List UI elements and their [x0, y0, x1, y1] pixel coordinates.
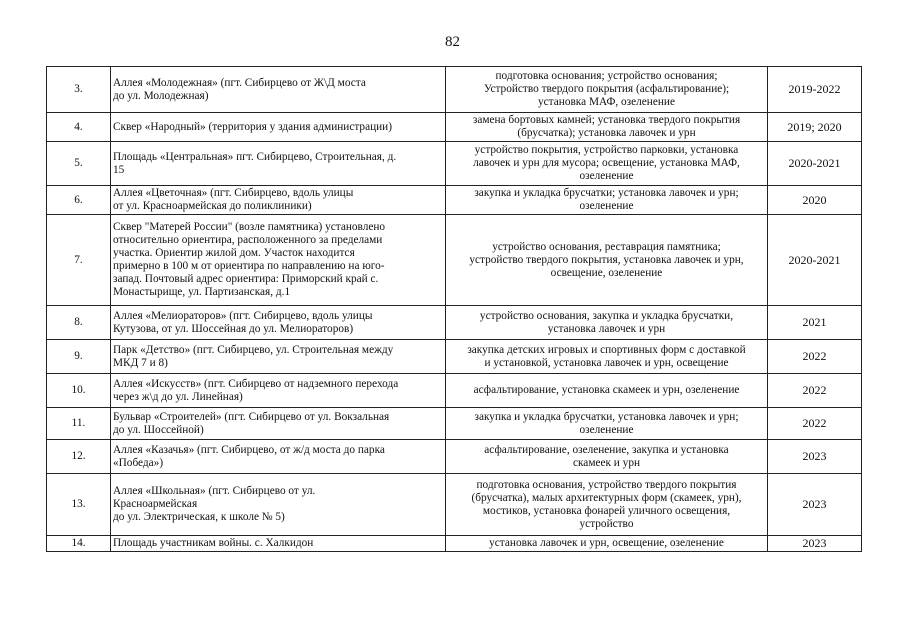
object-line: до ул. Электрическая, к школе № 5): [113, 511, 285, 523]
object-description: [111, 408, 446, 440]
table-row: [47, 186, 862, 215]
table-row: [47, 67, 862, 113]
works-description: [446, 536, 768, 552]
improvement-plan-table: [46, 66, 862, 552]
works-line: закупка и укладка брусчатки, установка лавочек и урн;: [474, 410, 739, 423]
row-number: 9.: [47, 340, 111, 374]
object-line: Площадь участникам войны. с. Халкидон: [113, 537, 314, 549]
works-description: [446, 67, 768, 113]
works-description: [446, 474, 768, 536]
works-line: асфальтирование, установка скамеек и урн, озеленение: [473, 384, 740, 396]
works-line: (брусчатка); установка лавочек и урн: [517, 127, 696, 139]
object-description: [111, 536, 446, 552]
object-description: [111, 306, 446, 340]
object-line: Аллея «Школьная» (пгт. Сибирцево от ул.: [113, 485, 316, 497]
object-line: МКД 7 и 8): [113, 356, 168, 369]
row-number: 14.: [47, 536, 111, 552]
works-line: и установкой, установка лавочек и урн, освещение: [484, 356, 729, 369]
works-line: устройство твердого покрытия, установка лавочек и урн,: [469, 253, 744, 266]
works-description: [446, 440, 768, 474]
object-line: Парк «Детство» (пгт. Сибирцево, ул. Строительная между: [113, 343, 394, 356]
implementation-period: 2022: [768, 374, 862, 408]
implementation-period: 2022: [768, 408, 862, 440]
works-description: [446, 215, 768, 306]
object-line: от ул. Красноармейская до поликлиники): [113, 200, 312, 212]
object-line: участка. Ориентир жилой дом. Участок находится: [113, 247, 355, 259]
object-line: Бульвар «Строителей» (пгт. Сибирцево от ул. Вокзальная: [113, 410, 390, 423]
implementation-period: 2019; 2020: [768, 113, 862, 142]
works-line: асфальтирование, озеленение, закупка и установка: [484, 443, 729, 456]
works-line: закупка и укладка брусчатки; установка лавочек и урн;: [474, 187, 739, 199]
object-line: Монастырище, ул. Партизанская, д.1: [113, 286, 291, 298]
works-line: подготовка основания; устройство основания;: [495, 70, 718, 82]
object-line: Сквер "Матерей России" (возле памятника) установлено: [113, 221, 386, 233]
object-line: Аллея «Мелиораторов» (пгт. Сибирцево, вдоль улицы: [113, 309, 373, 322]
works-line: устройство основания, реставрация памятника;: [492, 240, 721, 253]
object-description: [111, 215, 446, 306]
table-row: [47, 215, 862, 306]
object-description: [111, 67, 446, 113]
object-line: Аллея «Молодежная» (пгт. Сибирцево от Ж\Д моста: [113, 76, 366, 89]
implementation-period: 2021: [768, 306, 862, 340]
row-number: 12.: [47, 440, 111, 474]
row-number: 3.: [47, 67, 111, 113]
row-number: 11.: [47, 408, 111, 440]
table-row: [47, 113, 862, 142]
row-number: 8.: [47, 306, 111, 340]
table-row: [47, 306, 862, 340]
object-line: Кутузова, от ул. Шоссейная до ул. Мелиораторов): [113, 322, 354, 335]
works-line: озеленение: [579, 423, 634, 436]
object-line: запад. Почтовый адрес ориентира: Приморский край с.: [113, 273, 379, 285]
works-line: Устройство твердого покрытия (асфальтирование);: [483, 83, 730, 95]
works-line: скамеек и урн: [572, 456, 641, 469]
object-line: Сквер «Народный» (территория у здания администрации): [113, 120, 392, 133]
implementation-period: 2022: [768, 340, 862, 374]
implementation-period: 2020-2021: [768, 215, 862, 306]
works-description: [446, 340, 768, 374]
object-line: Площадь «Центральная» пгт. Сибирцево, Строительная, д.: [113, 150, 397, 163]
works-description: [446, 374, 768, 408]
works-description: [446, 113, 768, 142]
table-row: [47, 536, 862, 552]
object-line: Аллея «Казачья» (пгт. Сибирцево, от ж/д моста до парка: [113, 443, 385, 456]
table-row: [47, 142, 862, 186]
works-description: [446, 306, 768, 340]
works-line: мостиков, установка фонарей уличного освещения,: [482, 504, 731, 517]
works-line: освещение, озеленение: [550, 266, 663, 279]
table-row: [47, 440, 862, 474]
row-number: 10.: [47, 374, 111, 408]
works-description: [446, 142, 768, 186]
implementation-period: 2023: [768, 474, 862, 536]
table-row: [47, 374, 862, 408]
object-line: Аллея «Искусств» (пгт. Сибирцево от надземного перехода: [113, 377, 399, 390]
object-line: Красноармейская: [113, 498, 198, 510]
object-line: до ул. Молодежная): [113, 89, 209, 102]
object-line: примерно в 100 м от ориентира по направлению на юго-: [113, 260, 385, 272]
implementation-period: 2019-2022: [768, 67, 862, 113]
object-description: [111, 142, 446, 186]
object-description: [111, 440, 446, 474]
object-line: 15: [113, 163, 125, 176]
implementation-period: 2023: [768, 440, 862, 474]
row-number: 13.: [47, 474, 111, 536]
works-line: закупка детских игровых и спортивных форм с доставкой: [467, 343, 746, 356]
object-line: «Победа»): [113, 456, 164, 469]
implementation-period: 2023: [768, 536, 862, 552]
works-line: устройство основания, закупка и укладка брусчатки,: [479, 309, 734, 322]
implementation-period: 2020-2021: [768, 142, 862, 186]
works-description: [446, 408, 768, 440]
implementation-period: 2020: [768, 186, 862, 215]
object-line: через ж\д до ул. Линейная): [113, 390, 243, 403]
works-line: устройство покрытия, устройство парковки, установка: [474, 144, 739, 156]
table-row: [47, 408, 862, 440]
object-line: относительно ориентира, расположенного за пределами: [113, 234, 383, 246]
object-description: [111, 474, 446, 536]
object-description: [111, 340, 446, 374]
object-description: [111, 186, 446, 215]
works-line: озеленение: [579, 170, 634, 182]
row-number: 5.: [47, 142, 111, 186]
works-line: подготовка основания, устройство твердого покрытия: [476, 478, 737, 491]
object-description: [111, 113, 446, 142]
works-line: устройство: [579, 517, 634, 530]
works-description: [446, 186, 768, 215]
works-line: установка лавочек и урн, освещение, озеленение: [489, 537, 724, 549]
object-line: Аллея «Цветочная» (пгт. Сибирцево, вдоль улицы: [113, 187, 354, 199]
works-line: установка лавочек и урн: [547, 322, 666, 335]
object-description: [111, 374, 446, 408]
table-row: [47, 474, 862, 536]
works-line: лавочек и урн для мусора; освещение, установка МАФ,: [473, 157, 740, 169]
works-line: озеленение: [579, 200, 634, 212]
row-number: 7.: [47, 215, 111, 306]
row-number: 6.: [47, 186, 111, 215]
table-row: [47, 340, 862, 374]
row-number: 4.: [47, 113, 111, 142]
works-line: (брусчатка), малых архитектурных форм (скамеек, урн),: [471, 491, 742, 504]
table-body: [47, 67, 862, 552]
works-line: установка МАФ, озеленение: [538, 96, 675, 108]
page-number: 82: [445, 34, 460, 50]
object-line: до ул. Шоссейной): [113, 423, 204, 436]
works-line: замена бортовых камней; установка твердого покрытия: [472, 114, 741, 126]
